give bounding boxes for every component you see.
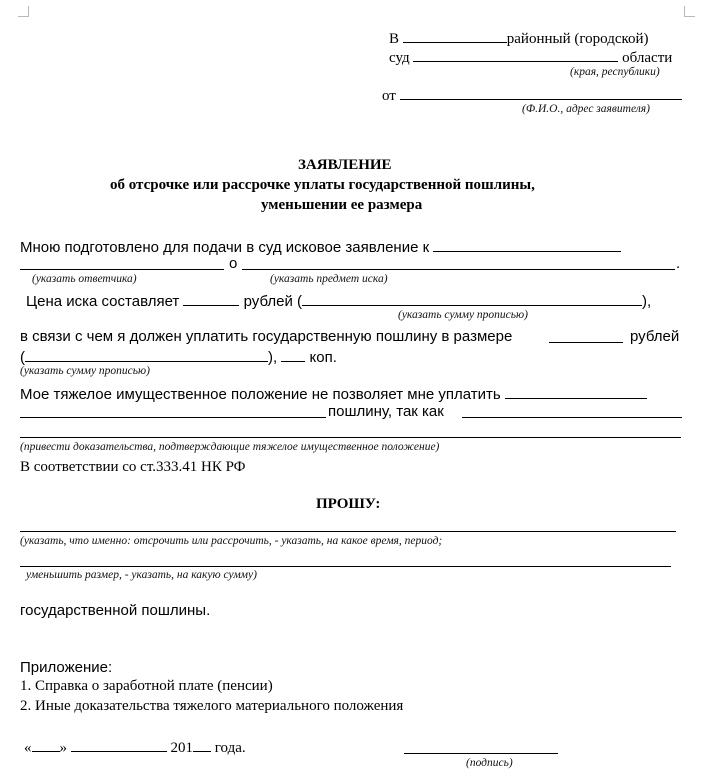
district-input-line[interactable] xyxy=(403,29,507,43)
header-line1-suffix: районный (городской) xyxy=(506,31,649,47)
duty-close: ), xyxy=(268,349,278,366)
request-hint-2: уменьшить размер, - указать, на какую сумму) xyxy=(26,569,257,581)
claim-subject-line[interactable] xyxy=(242,269,675,270)
request-heading: ПРОШУ: xyxy=(316,496,381,512)
paragraph-duty-words xyxy=(20,348,337,365)
claim-price-text: Цена иска составляет xyxy=(26,293,180,310)
date-close-quote: » xyxy=(59,740,67,756)
signature-hint: (подпись) xyxy=(466,757,513,769)
defendant-line-2[interactable] xyxy=(20,269,224,270)
defendant-hint: (указать ответчика) xyxy=(32,273,137,285)
date-open-quote: « xyxy=(24,740,32,756)
region-hint: (края, республики) xyxy=(570,66,660,78)
header-line2-prefix: суд xyxy=(389,50,410,66)
signature-line[interactable] xyxy=(404,753,558,754)
duty-amount-line[interactable] xyxy=(549,342,623,343)
defendant-text: Мною подготовлено для подачи в суд исковое заявление к xyxy=(20,239,430,256)
applicant-hint: (Ф.И.О., адрес заявителя) xyxy=(522,103,650,115)
duty-kop-line[interactable] xyxy=(281,348,305,362)
paragraph-claim-price xyxy=(26,292,651,309)
duty-hint: (указать сумму прописью) xyxy=(20,365,150,377)
header-line-region xyxy=(389,48,672,66)
claim-price-rub: рублей ( xyxy=(243,293,303,310)
hardship-action-line[interactable] xyxy=(505,385,647,399)
claim-price-end: ), xyxy=(642,293,652,310)
hardship-text: Мое тяжелое имущественное положение не позволяет мне уплатить xyxy=(20,386,501,403)
law-reference: В соответствии со ст.333.41 НК РФ xyxy=(20,459,246,475)
request-line-1[interactable] xyxy=(20,531,676,532)
header-line-court xyxy=(389,29,649,47)
page-corner-mark-left xyxy=(18,6,29,17)
document-subtitle-1: об отсрочке или рассрочке уплаты государственной пошлины, xyxy=(110,177,535,193)
date-line xyxy=(24,738,246,756)
duty-words-line[interactable] xyxy=(25,348,268,362)
year-input-line[interactable] xyxy=(193,738,211,752)
defendant-input-line[interactable] xyxy=(433,238,621,252)
request-closing: государственной пошлины. xyxy=(20,602,211,619)
claim-price-input-line[interactable] xyxy=(183,292,239,306)
applicant-input-line[interactable] xyxy=(400,86,682,100)
conjunction-o: о xyxy=(229,255,238,272)
claim-subject-end: . xyxy=(676,255,681,272)
region-input-line[interactable] xyxy=(413,48,618,62)
attachment-item: 1. Справка о заработной плате (пенсии) xyxy=(20,678,273,694)
attachment-item: 2. Иные доказательства тяжелого материального положения xyxy=(20,698,404,714)
evidence-hint: (привести доказательства, подтверждающие тяжелое имущественное положение) xyxy=(20,441,440,453)
document-subtitle-2: уменьшении ее размера xyxy=(261,197,423,213)
month-input-line[interactable] xyxy=(71,738,167,752)
header-line1-prefix: В xyxy=(389,31,400,47)
header-line-applicant xyxy=(382,86,682,104)
duty-rub: рублей xyxy=(630,328,680,345)
hardship-reason-line[interactable] xyxy=(462,417,682,418)
header-line3-prefix: от xyxy=(382,88,396,104)
duty-text: в связи с чем я должен уплатить государственную пошлину в размере xyxy=(20,328,513,345)
claim-price-hint: (указать сумму прописью) xyxy=(398,309,528,321)
day-input-line[interactable] xyxy=(32,738,60,752)
attachments-heading: Приложение: xyxy=(20,659,113,676)
subject-hint: (указать предмет иска) xyxy=(270,273,388,285)
paragraph-hardship xyxy=(20,385,647,402)
document-title: ЗАЯВЛЕНИЕ xyxy=(298,157,392,173)
evidence-line[interactable] xyxy=(20,437,681,438)
request-hint-1: (указать, что именно: отсрочить или рассрочить, - указать, на какое время, период; xyxy=(20,535,443,547)
year-suffix: года. xyxy=(214,740,246,756)
hardship-reason-text: пошлину, так как xyxy=(328,403,444,420)
page-corner-mark-right xyxy=(684,6,695,17)
paragraph-defendant xyxy=(20,238,621,255)
claim-price-words-line[interactable] xyxy=(302,292,642,306)
duty-open: ( xyxy=(20,349,25,366)
request-line-2[interactable] xyxy=(20,566,671,567)
header-line2-suffix: области xyxy=(622,50,673,66)
hardship-line-2[interactable] xyxy=(20,417,326,418)
duty-kop: коп. xyxy=(309,349,337,366)
year-prefix: 201 xyxy=(170,740,193,756)
